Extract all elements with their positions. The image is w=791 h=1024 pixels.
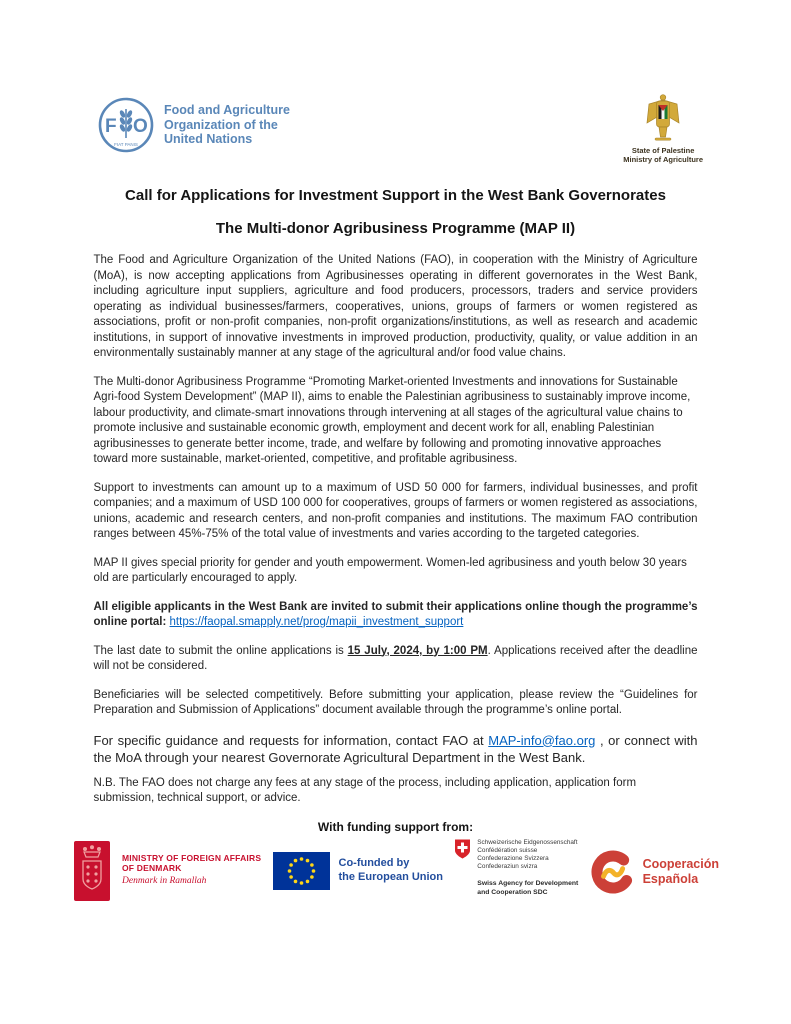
header — [97, 96, 703, 164]
page-subtitle: The Multi-donor Agribusiness Programme (MAP II) — [215, 220, 576, 237]
denmark-text-line2: OF DENMARK — [122, 863, 182, 873]
cooperacion-espanola-text — [643, 857, 719, 886]
fao-name-line2: Organization of the — [164, 117, 278, 132]
paragraph-programme: The Multi-donor Agribusiness Programme “Promoting Market-oriented Investments and innovations for Sustainable Agri-food System Development” (MAP II), aims to enable the Palestinian agribusiness to sustainably improve income, labour productivity, and climate-smart innovations through intervening at all stages of the agricultural value chains to promote inclusive and sustainable economic growth, employment and decent work for all, enabling Palestinian agribusinesses to generate better income, trade, and welfare by following and promoting innovative approaches toward more sustainable, market-oriented, competitive, and profitable agribusiness. — [93, 375, 691, 465]
denmark-mfa-text — [122, 853, 261, 901]
denmark-mfa-logo — [74, 841, 261, 901]
swiss-sdc-text — [477, 839, 578, 898]
eu-text-line2: the European Union — [338, 870, 443, 883]
denmark-crest-icon — [74, 841, 110, 901]
fao-logo — [97, 96, 290, 154]
denmark-text-line3: Denmark in Ramallah — [122, 875, 207, 886]
paragraph-apply-online — [94, 600, 698, 631]
paragraph-nb: N.B. The FAO does not charge any fees at any stage of the process, including application, application form submission, technical support, or advice. — [93, 776, 637, 804]
body-content — [94, 253, 698, 807]
eu-text-line1: Co-funded by — [338, 857, 410, 869]
palestine-caption-line2: Ministry of Agriculture — [623, 155, 703, 164]
spain-text-line1: Cooperación — [642, 857, 719, 871]
spain-text-line2: Española — [642, 871, 699, 886]
svg-text:FIAT PANIS: FIAT PANIS — [114, 142, 138, 147]
eu-cofunded-logo — [273, 852, 444, 890]
funding-heading: With funding support from: — [317, 819, 474, 834]
swiss-line-fr: Confédération suisse — [477, 846, 538, 854]
swiss-line-it: Confederazione Svizzera — [477, 854, 549, 862]
svg-text:F: F — [105, 116, 117, 137]
apply-online-text: All eligible applicants in the West Bank are invited to submit their applications online though the programme’s online portal: — [93, 600, 698, 628]
palestine-logo — [623, 93, 703, 164]
paragraph-contact — [94, 732, 698, 766]
deadline-date: 15 July, 2024, by 1:00 PM — [347, 644, 488, 657]
eu-flag-icon — [273, 852, 330, 890]
cooperacion-c-icon — [590, 849, 636, 895]
palestine-ministry-caption — [623, 146, 703, 164]
denmark-text-line1: MINISTRY OF FOREIGN AFFAIRS — [122, 852, 262, 863]
swiss-cross-icon — [454, 839, 471, 859]
contact-email-link[interactable]: MAP-info@fao.org — [488, 732, 596, 748]
portal-link[interactable]: https://faopal.smapply.net/prog/mapii_investment_support — [169, 616, 464, 628]
funding-logos-row — [74, 839, 719, 901]
deadline-pre-text: The last date to submit the online applications is — [93, 644, 348, 657]
paragraph-intro: The Food and Agriculture Organization of the United Nations (FAO), in cooperation with the Ministry of Agriculture (MoA), is now accepting applications from Agribusinesses operating in different governorates in the West Bank, including agriculture input suppliers, agriculture and food producers, processors, traders and service providers operating as individual businesses/farmers, cooperatives, unions, groups of farmers or women registered as associations, profit or non-profit companies, non-profit organizations/institutions, as well as research and academic institutions, in support of innovative investments in improved production, productivity, quality, or value addition in an environmentally sustainably manner at any stage of the agricultural and/or food value chains. — [93, 254, 698, 359]
paragraph-deadline — [94, 644, 698, 675]
contact-pre-text: For specific guidance and requests for information, contact FAO at — [93, 732, 489, 748]
paragraph-support-amounts: Support to investments can amount up to a maximum of USD 50 000 for farmers, individual businesses, and profit companies; and a maximum of USD 100 000 for cooperatives, groups of farmers or women registered as associations, unions, academic and research centers, and non-profit companies and institutions. The maximum FAO contribution ranges between 45%-75% of the total value of investments and varies according to the targeted categories. — [93, 481, 698, 540]
palestine-eagle-icon — [640, 93, 686, 143]
palestine-caption-line1: State of Palestine — [631, 146, 695, 155]
svg-text:O: O — [133, 116, 148, 137]
fao-emblem-icon — [97, 96, 155, 154]
contact-post-text: , or connect with the MoA through your nearest Governorate Agricultural Department in the West Bank. — [93, 732, 698, 765]
eu-cofunded-text — [339, 857, 444, 884]
paragraph-priority: MAP II gives special priority for gender and youth empowerment. Women-led agribusiness and youth below 30 years old are particularly encouraged to apply. — [93, 556, 687, 584]
fao-org-name — [164, 103, 290, 147]
swiss-agency-line1: Swiss Agency for Development — [477, 880, 579, 888]
fao-name-line1: Food and Agriculture — [164, 103, 290, 118]
deadline-post-text: . Applications received after the deadline will not be considered. — [93, 644, 698, 672]
swiss-agency-text — [477, 880, 578, 897]
page-title: Call for Applications for Investment Support in the West Bank Governorates — [125, 187, 666, 204]
swiss-confederation-lines — [477, 839, 578, 872]
fao-name-line3: United Nations — [164, 132, 253, 147]
paragraph-selection: Beneficiaries will be selected competitively. Before submitting your application, please review the “Guidelines for Preparation and Submission of Applications” document available through the programme’s online portal. — [93, 688, 698, 716]
swiss-sdc-logo — [454, 839, 578, 898]
swiss-line-rm: Confederaziun svizra — [477, 863, 538, 871]
cooperacion-espanola-logo — [590, 849, 719, 895]
swiss-agency-line2: and Cooperation SDC — [477, 888, 548, 896]
swiss-line-de: Schweizerische Eidgenossenschaft — [477, 838, 578, 846]
